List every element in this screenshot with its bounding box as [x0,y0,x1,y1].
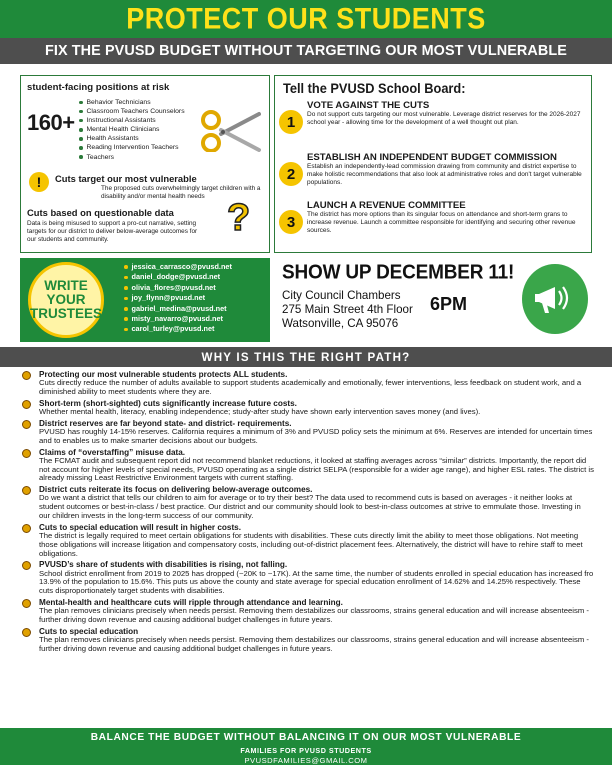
trustee-email-link[interactable]: olivia_flores@pvusd.net [131,282,216,292]
sunflower-icon [22,420,31,429]
footer-email-link[interactable]: PVUSDFAMILIES@GMAIL.COM [244,756,368,765]
step-number: 2 [279,162,303,186]
reason-body: Whether mental health, literacy, enabling independence; study-after study have shown early intervention saves money (and lives). [39,407,481,416]
step-body: Do not support cuts targeting our most vulnerable. Leverage district reserves for the 2026-2027 school year - allowing time for the development of a well thought out plan. [307,111,581,126]
poster-subtitle: FIX THE PVUSD BUDGET WITHOUT TARGETING OUR MOST VULNERABLE [45,43,567,59]
list-item [124,304,232,314]
write-trustees-panel [20,258,270,342]
step-title: ESTABLISH AN INDEPENDENT BUDGET COMMISSION [307,152,557,163]
megaphone-icon [522,264,588,334]
reason-body: The district is legally required to meet certain obligations for students with disabilities. These cuts directly limit the ability to meet those obligations. Not meeting those obligations will increase litigation and compensatory costs, including out-of-district placement fees. Alternatively, the district will have to rehire staff to meet obligations. [39,530,583,558]
board-step-1 [279,100,587,144]
poster-title: PROTECT OUR STUDENTS [126,2,486,35]
reason-body: PVUSD has roughly 14-15% reserves. California requires a minimum of 3% and PVUSD policy sets the minimum at 6%. Reserves are intended for uncertain times and to enables us to make smarter decisions about our budgets. [39,427,593,445]
trustee-email-link[interactable]: joy_flynn@pvusd.net [131,293,206,303]
footer-slogan: BALANCE THE BUDGET WITHOUT BALANCING IT ON OUR MOST VULNERABLE [90,732,522,743]
trustee-email-link[interactable]: misty_navarro@pvusd.net [131,314,223,324]
list-item: Classroom Teachers Counselors [79,107,185,116]
sunflower-icon [22,524,31,533]
board-step-2 [279,152,587,196]
reason-title: Short-term (short-sighted) cuts significantly increase future costs. [39,398,297,408]
list-item [22,419,594,446]
trustee-email-list [124,262,232,335]
board-title: Tell the PVUSD School Board: [283,80,466,97]
sunflower-icon [22,400,31,409]
list-item: Behavior Technicians [79,98,185,107]
event-address: 275 Main Street 4th Floor [282,303,413,316]
list-item [22,399,594,417]
event-time: 6PM [430,294,468,314]
event-panel [274,258,592,342]
list-item: Mental Health Clinicians [79,125,185,134]
why-title: WHY IS THIS THE RIGHT PATH? [201,350,411,364]
trustee-email-link[interactable]: jessica_carrasco@pvusd.net [131,262,232,271]
subtitle-banner [0,38,612,64]
positions-at-risk-panel [20,75,270,253]
reason-body: School district enrollment from 2019 to 2025 has dropped (~20K to ~17K). At the same time, the number of students enrolled in special education has increased fro 13.9% of the population to 15.6%. This puts us above the county and state average for special education enrollment of 14.62% and 14.25% respectively. These cuts disproportionately target students with disabilities. [39,568,594,596]
event-title: SHOW UP DECEMBER 11! [282,261,515,284]
trustee-email-link[interactable]: daniel_dodge@pvusd.net [131,272,221,282]
reason-body: The FCMAT audit and subsequent report did not recommend blanket reductions, it looked at staffing averages across “similar” districts. Importantly, the report did not account for higher levels of special needs, PVUSD operating as a single district SELPA (responsible for a wider age range), and higher ESL rates. The district is already missing Least Restrictive Environment targets with current staffing. [39,455,594,483]
question-mark-icon: ? [227,197,251,239]
list-item [124,314,232,324]
list-item: Teachers [79,153,185,162]
list-item: Reading Intervention Teachers [79,143,185,152]
sunflower-icon [22,486,31,495]
event-location [282,289,413,331]
trustee-email-link[interactable]: carol_turley@pvusd.net [131,324,215,334]
positions-title: student-facing positions at risk [27,82,170,93]
footer-band [0,728,612,765]
reasons-list [22,370,594,656]
event-venue: City Council Chambers [282,289,401,302]
school-board-panel [274,75,592,253]
list-item [22,523,594,559]
list-item [124,324,232,334]
positions-count: 160+ [27,110,75,135]
step-title: VOTE AGAINST THE CUTS [307,100,430,111]
list-item [124,262,232,272]
board-step-3 [279,200,587,244]
reason-body: The plan removes clinicians precisely when needs persist. Removing them destabilizes our classrooms, strains general education and will increase absenteeism - further driving down revenue and causing additional budget challenges in future years. [39,606,589,624]
reason-body: Do we want a district that tells our children to aim for average or to try their best? The data used to recommend cuts is based on averages - it neither looks at student outcomes or best-in-class / best practice. Our district and our community should look to best-in-class outcomes at strive to emmulate those. Investing in our children invests in the long-term success of our community. [39,493,581,520]
reason-title: Cuts to special education [39,626,139,636]
reason-body: The plan removes clinicians precisely when needs persist. Removing them destabilizes our classrooms, strains general education and will increase absenteeism - further driving down revenue and causing additional budget challenges in future years. [39,634,589,653]
step-body: Establish an independently-lead commission drawing from community and district expertise to make holistic recommendations that also look at administrative roles and don't target vulnerable populations. [307,163,582,186]
list-item [124,272,232,282]
trustee-email-link[interactable]: gabriel_medina@pvusd.net [131,303,227,313]
list-item [22,598,594,625]
reason-title: PVUSD’s share of students with disabilities is rising, not falling. [39,560,288,570]
list-item: Instructional Assistants [79,116,185,125]
sunflower-icon [22,449,31,458]
footer-org: FAMILIES FOR PVUSD STUDENTS [240,746,372,755]
why-banner [0,347,612,367]
sunflower-icon [22,371,31,380]
scissors-icon [199,110,261,152]
list-item [22,370,594,397]
reason-title: Cuts to special education will result in higher costs. [39,522,241,532]
step-body: The district has more options than its singular focus on attendance and short-term grans to increase revenue. Launch a committee responsible for identifying and securing other revenue sources. [307,211,576,234]
reason-title: Mental-health and healthcare cuts will ripple through attendance and learning. [39,597,343,607]
questionable-data-body: Data is being misused to support a pro-cut narrative, setting targets for our district to deliver below-average outcomes for our students and community. [27,220,198,243]
step-number: 1 [279,110,303,134]
list-item [124,293,232,303]
sunflower-icon [22,628,31,637]
list-item [22,560,594,596]
reason-title: Protecting our most vulnerable students protects ALL students. [39,370,288,379]
step-title: LAUNCH A REVENUE COMMITTEE [307,200,466,211]
reason-title: District reserves are far beyond state- and district- requirements. [39,418,292,428]
list-item [22,485,594,521]
vulnerable-body: The proposed cuts overwhelmingly target children with a disability and/or mental health needs [101,185,261,200]
list-item [22,448,594,484]
sunflower-icon [22,561,31,570]
reason-title: District cuts reiterate its focus on delivering below-average outcomes. [39,485,313,495]
vulnerable-title: Cuts target our most vulnerable [55,173,197,184]
write-trustees-badge: WRITE YOUR TRUSTEES [28,262,104,338]
sunflower-icon [22,599,31,608]
list-item: Health Assistants [79,134,185,143]
event-city: Watsonville, CA 95076 [282,317,399,330]
list-item [22,627,594,654]
list-item [124,283,232,293]
poster-title-band [0,0,612,38]
step-number: 3 [279,210,303,234]
alert-icon: ! [29,172,49,192]
reason-body: Cuts directly reduce the number of adults available to support students academically and emotionally, fewer interventions, less feedback on student work, and a diminished ability to meet students where they are. [39,378,582,396]
positions-list [79,98,185,162]
reason-title: Claims of “overstaffing” misuse data. [39,447,186,457]
questionable-data-title: Cuts based on questionable data [27,207,174,218]
